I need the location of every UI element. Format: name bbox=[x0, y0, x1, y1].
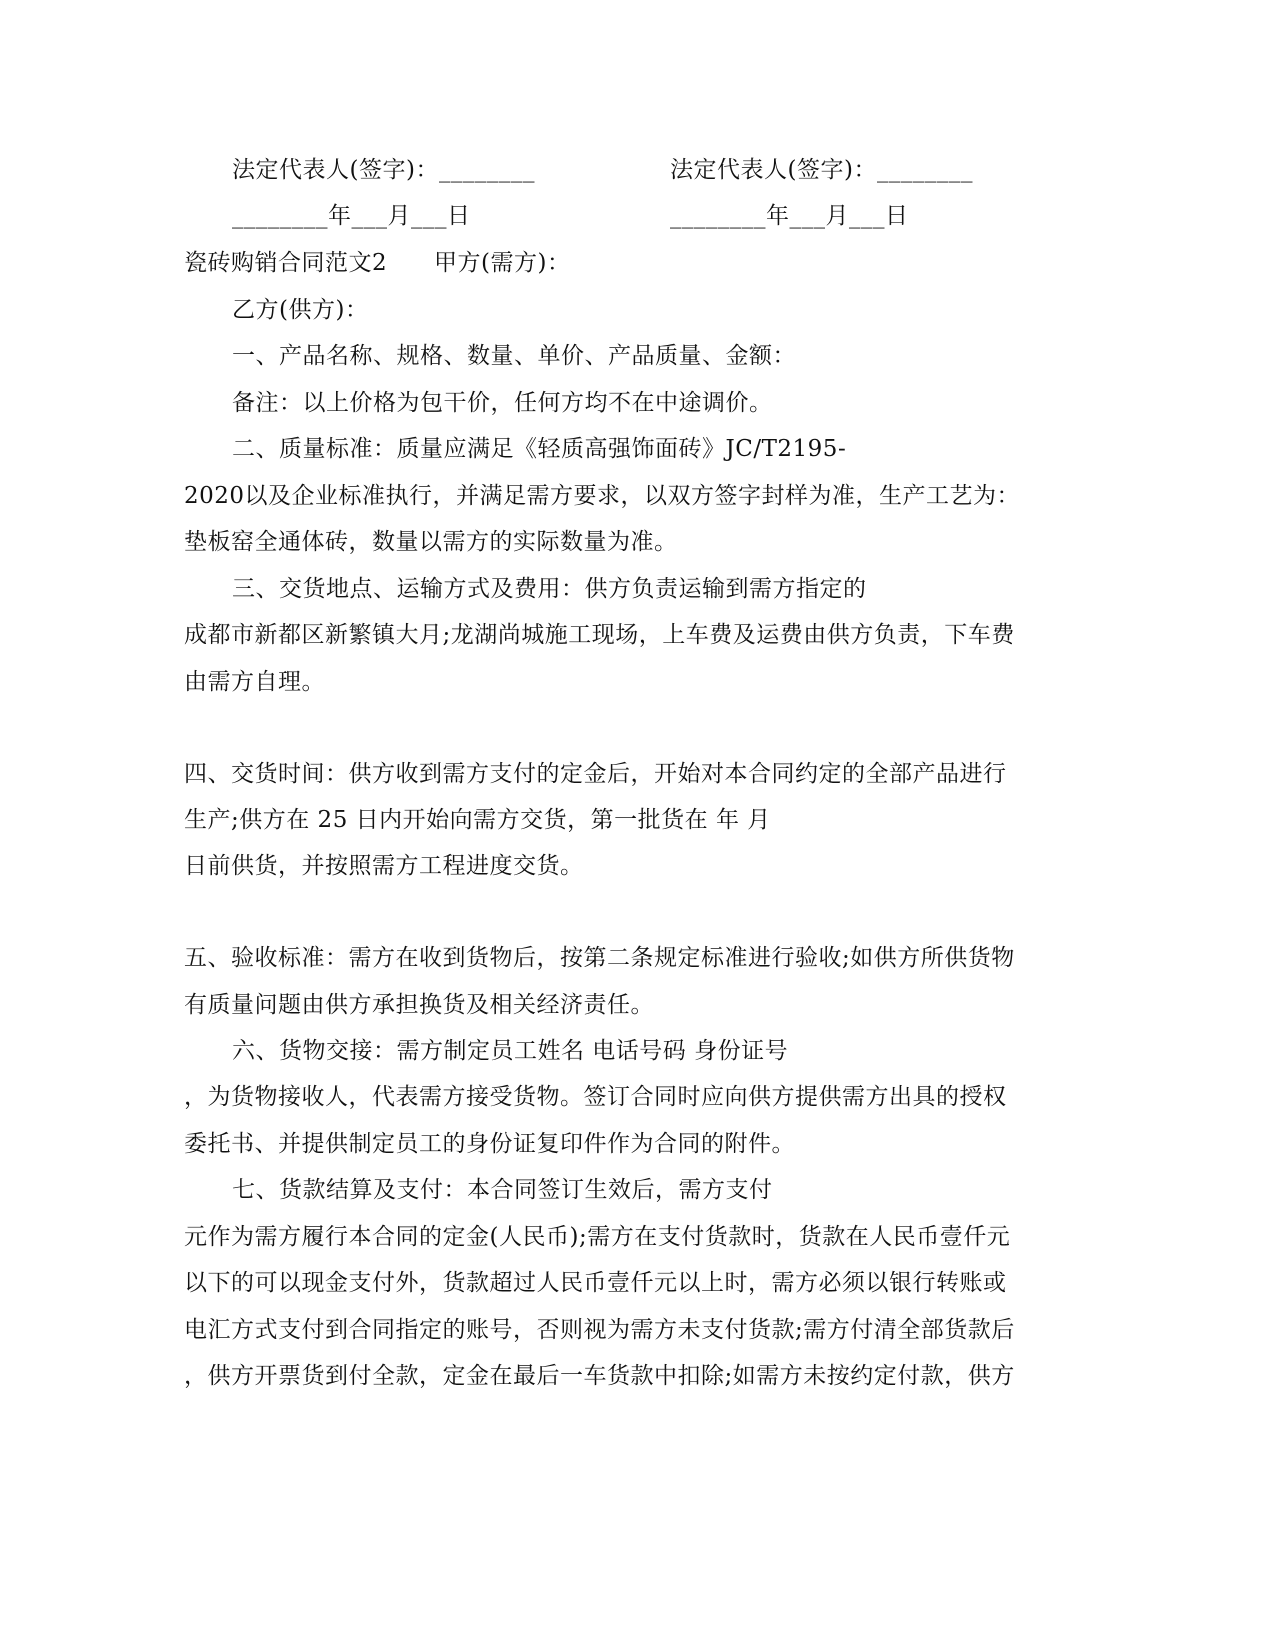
clause-line: 以下的可以现金支付外，货款超过人民币壹仟元以上时，需方必须以银行转账或 bbox=[184, 1270, 1007, 1296]
clause-line: 三、交货地点、运输方式及费用：供方负责运输到需方指定的 bbox=[232, 576, 867, 602]
clause-line: 一、产品名称、规格、数量、单价、产品质量、金额： bbox=[232, 343, 796, 369]
clause-line: 电汇方式支付到合同指定的账号，否则视为需方未支付货款;需方付清全部货款后 bbox=[184, 1317, 1015, 1343]
party-b-label: 乙方(供方)： bbox=[232, 297, 369, 323]
clause-line: ，供方开票货到付全款，定金在最后一车货款中扣除;如需方未按约定付款，供方 bbox=[184, 1363, 1015, 1389]
clause-line: 垫板窑全通体砖，数量以需方的实际数量为准。 bbox=[184, 529, 678, 555]
clause-line: 五、验收标准：需方在收到货物后，按第二条规定标准进行验收;如供方所供货物 bbox=[184, 945, 1015, 971]
party-a-label: 甲方(需方)： bbox=[434, 250, 571, 276]
clause-line: 成都市新都区新繁镇大月;龙湖尚城施工现场，上车费及运费由供方负责，下车费 bbox=[184, 622, 1015, 648]
clause-line: 七、货款结算及支付：本合同签订生效后，需方支付 bbox=[232, 1177, 773, 1203]
contract-title: 瓷砖购销合同范文2 bbox=[184, 250, 388, 276]
clause-line: 有质量问题由供方承担换货及相关经济责任。 bbox=[184, 992, 654, 1018]
signature-date-right: ________年___月___日 bbox=[670, 203, 909, 229]
clause-line: 备注：以上价格为包干价，任何方均不在中途调价。 bbox=[232, 390, 773, 416]
clause-line: 2020以及企业标准执行，并满足需方要求，以双方签字封样为准，生产工艺为： bbox=[184, 483, 1021, 509]
clause-line: 元作为需方履行本合同的定金(人民币);需方在支付货款时，货款在人民币壹仟元 bbox=[184, 1224, 1011, 1250]
signature-label-left: 法定代表人(签字)：________ bbox=[232, 157, 535, 183]
clause-line: 日前供货，并按照需方工程进度交货。 bbox=[184, 853, 584, 879]
clause-line: 二、质量标准：质量应满足《轻质高强饰面砖》JC/T2195- bbox=[232, 436, 847, 462]
signature-label-right: 法定代表人(签字)：________ bbox=[670, 157, 973, 183]
clause-line: ，为货物接收人，代表需方接受货物。签订合同时应向供方提供需方出具的授权 bbox=[184, 1084, 1007, 1110]
signature-date-left: ________年___月___日 bbox=[232, 203, 471, 229]
clause-line: 生产;供方在 25 日内开始向需方交货，第一批货在 年 月 bbox=[184, 807, 771, 833]
clause-line: 由需方自理。 bbox=[184, 669, 325, 695]
clause-line: 四、交货时间：供方收到需方支付的定金后，开始对本合同约定的全部产品进行 bbox=[184, 761, 1007, 787]
clause-line: 六、货物交接：需方制定员工姓名 电话号码 身份证号 bbox=[232, 1038, 789, 1064]
clause-line: 委托书、并提供制定员工的身份证复印件作为合同的附件。 bbox=[184, 1131, 795, 1157]
